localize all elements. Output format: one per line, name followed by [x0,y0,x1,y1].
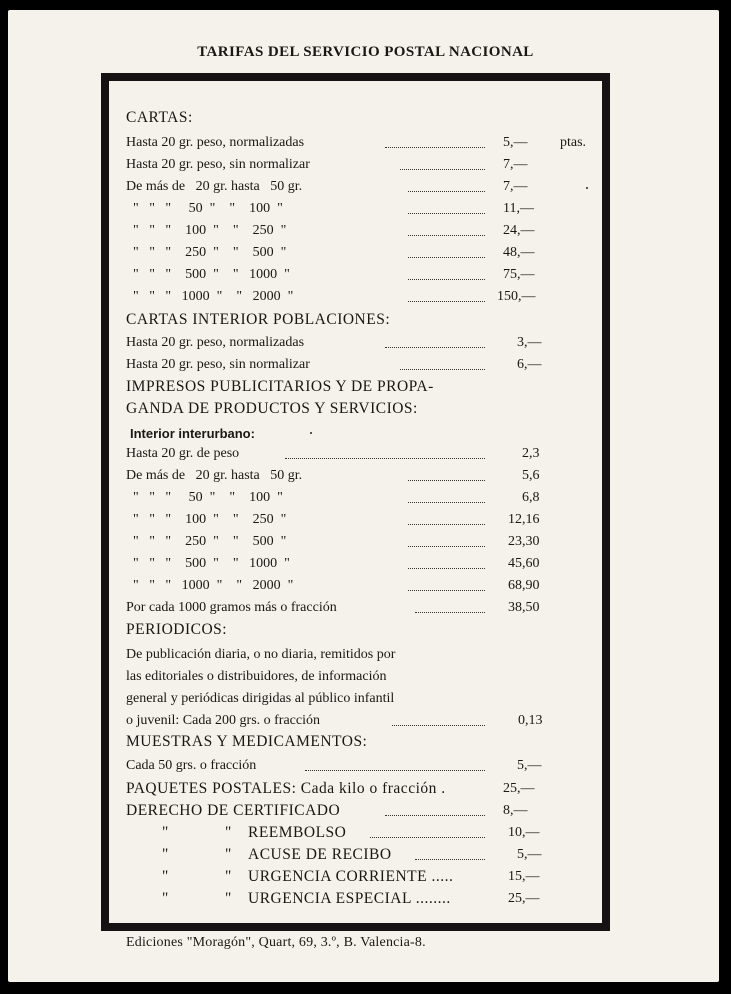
leader-dots [285,458,485,459]
periodicos-text: general y periódicas dirigidas al público infantil [126,691,395,706]
interior-row-label: Hasta 20 gr. peso, sin normalizar [126,357,310,372]
certificado-row-label: URGENCIA CORRIENTE ..... [248,868,454,885]
cartas-row-value: 7,— [503,157,528,172]
cartas-row-value: 7,— [503,179,528,194]
ditto-mark: " [225,824,232,841]
periodicos-row-label: o juvenil: Cada 200 grs. o fracción [126,713,321,728]
muestras-heading: MUESTRAS Y MEDICAMENTOS: [126,733,368,750]
interior-row-value: 3,— [517,335,542,350]
muestras-row-value: 5,— [517,758,542,773]
cartas-row-label: Hasta 20 gr. peso, normalizadas [126,135,305,150]
leader-dots [370,837,485,838]
certificado-row-value: 5,— [517,847,542,862]
periodicos-row-value: 0,13 [518,713,543,728]
impresos-row-label: Hasta 20 gr. de peso [126,446,240,461]
impresos-row-value: 23,30 [508,534,540,549]
cartas-row-value: 11,— [503,201,534,216]
leader-dots [408,235,485,236]
periodicos-text: De publicación diaria, o no diaria, remitidos por [126,647,396,662]
impresos-heading: GANDA DE PRODUCTOS Y SERVICIOS: [126,400,418,417]
paquetes-row-label: PAQUETES POSTALES: Cada kilo o fracción . [126,780,446,797]
cartas-row-label: " " " 500 " " 1000 " [133,267,290,282]
ditto-mark: " [162,824,169,841]
cartas-row-label: " " " 50 " " 100 " [133,201,283,216]
leader-dots [408,257,485,258]
leader-dots [305,770,485,771]
impresos-row-label: " " " 250 " " 500 " [133,534,287,549]
ditto-mark: " [225,846,232,863]
ditto-mark: " [162,868,169,885]
cartas-row-label: " " " 100 " " 250 " [133,223,287,238]
leader-dots [408,524,485,525]
ditto-mark: " [225,890,232,907]
interior-row-label: Hasta 20 gr. peso, normalizadas [126,335,305,350]
impresos-subheading: Interior interurbano: [130,426,255,441]
cartas-row-label: " " " 1000 " " 2000 " [133,289,294,304]
impresos-row-label: Por cada 1000 gramos más o fracción [126,600,337,615]
impresos-row-value: 38,50 [508,600,540,615]
leader-dots [408,480,485,481]
muestras-row-label: Cada 50 grs. o fracción [126,758,257,773]
ditto-mark: " [162,890,169,907]
leader-dots [415,612,485,613]
cartas-row-value: 75,— [503,267,535,282]
leader-dots [400,169,485,170]
certificado-row-label: REEMBOLSO [248,824,347,841]
cartas-row-value: 48,— [503,245,535,260]
leader-dots [408,191,485,192]
impresos-row-label: " " " 1000 " " 2000 " [133,578,294,593]
unit-label: ptas. [560,135,587,150]
certificado-row-label: ACUSE DE RECIBO [248,846,392,863]
leader-dots [385,815,485,816]
impresos-row-value: 2,3 [522,446,540,461]
interior-row-value: 6,— [517,357,542,372]
certificado-row-value: 10,— [508,825,540,840]
impresos-row-value: 6,8 [522,490,540,505]
certificado-row-value: 15,— [508,869,540,884]
impresos-row-label: De más de 20 gr. hasta 50 gr. [126,468,303,483]
cartas-row-value: 150,— [497,289,536,304]
publisher-footer: Ediciones "Moragón", Quart, 69, 3.º, B. Valencia-8. [126,935,426,950]
impresos-row-value: 12,16 [508,512,540,527]
leader-dots [400,369,485,370]
page-title: TARIFAS DEL SERVICIO POSTAL NACIONAL [197,44,534,60]
leader-dots [408,568,485,569]
impresos-row-value: 45,60 [508,556,540,571]
cartas-row-label: Hasta 20 gr. peso, sin normalizar [126,157,310,172]
certificado-row-label: DERECHO DE CERTIFICADO [126,802,341,819]
cartas-heading: CARTAS: [126,109,193,126]
leader-dots [385,147,485,148]
cartas-row-label: " " " 250 " " 500 " [133,245,287,260]
impresos-row-value: 68,90 [508,578,540,593]
leader-dots [408,279,485,280]
periodicos-text: las editoriales o distribuidores, de información [126,669,387,684]
interior-poblaciones-heading: CARTAS INTERIOR POBLACIONES: [126,311,391,328]
cartas-row-value: 5,— [503,135,528,150]
ditto-mark: " [225,868,232,885]
leader-dots [408,301,485,302]
certificado-row-value: 25,— [508,891,540,906]
leader-dots [408,502,485,503]
impresos-row-label: " " " 100 " " 250 " [133,512,287,527]
certificado-row-value: 8,— [503,803,528,818]
impresos-heading: IMPRESOS PUBLICITARIOS Y DE PROPA- [126,378,434,395]
leader-dots [385,347,485,348]
leader-dots [415,859,485,860]
impresos-row-label: " " " 500 " " 1000 " [133,556,290,571]
leader-dots [408,546,485,547]
impresos-row-label: " " " 50 " " 100 " [133,490,283,505]
periodicos-heading: PERIODICOS: [126,621,228,638]
leader-dots [408,590,485,591]
leader-dots [408,213,485,214]
cartas-row-value: 24,— [503,223,535,238]
ditto-mark: " [162,846,169,863]
certificado-row-label: URGENCIA ESPECIAL ........ [248,890,451,907]
speck [586,187,588,189]
impresos-row-value: 5,6 [522,468,540,483]
speck [310,432,312,434]
paquetes-row-value: 25,— [503,781,535,796]
leader-dots [392,725,485,726]
cartas-row-label: De más de 20 gr. hasta 50 gr. [126,179,303,194]
